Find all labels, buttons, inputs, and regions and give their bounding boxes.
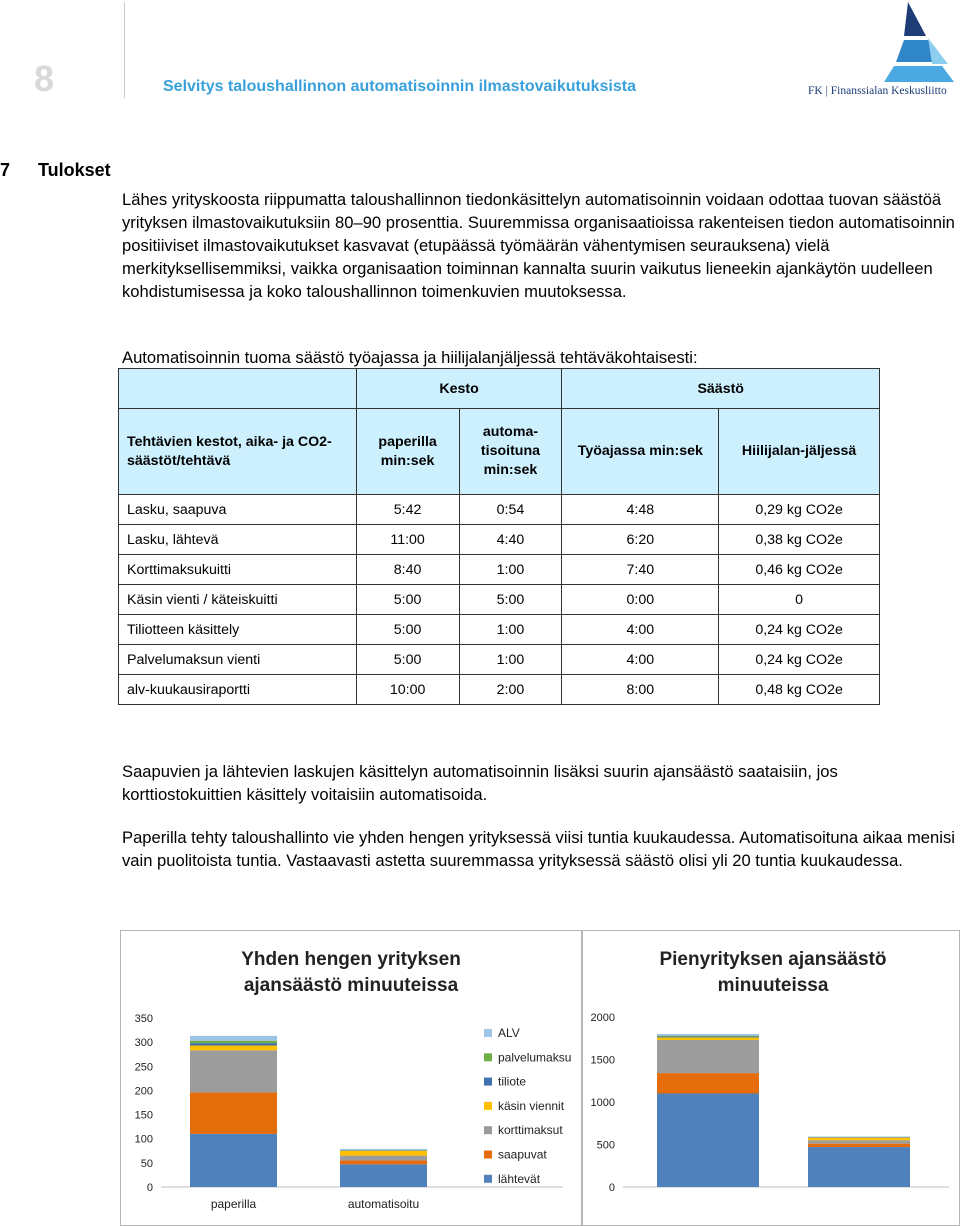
cell-carbon: 0,24 kg CO2e (719, 645, 880, 675)
bar-segment-saapuvat (657, 1073, 759, 1093)
legend-label: saapuvat (498, 1148, 547, 1162)
fk-logo (808, 2, 958, 98)
y-tick-label: 150 (135, 1110, 153, 1122)
chart-title: ajansäästö minuuteissa (244, 975, 459, 996)
bar-segment-ALV (657, 1034, 759, 1036)
table-row (119, 615, 880, 645)
cell-work: 0:00 (562, 585, 719, 615)
cell-paper: 10:00 (356, 675, 459, 705)
cell-work: 7:40 (562, 555, 719, 585)
cell-carbon: 0,48 kg CO2e (719, 675, 880, 705)
bar-segment-käsin-viennit (190, 1046, 277, 1051)
page-number: 8 (34, 58, 54, 100)
legend-swatch (484, 1126, 492, 1134)
cell-work: 4:48 (562, 495, 719, 525)
y-tick-label: 2000 (591, 1012, 615, 1024)
y-tick-label: 250 (135, 1061, 153, 1073)
logo-shape-1 (904, 2, 926, 36)
cell-carbon: 0,38 kg CO2e (719, 525, 880, 555)
cell-auto: 2:00 (459, 675, 562, 705)
y-tick-label: 1500 (591, 1055, 615, 1067)
table-group-header-row (119, 369, 880, 409)
cell-carbon: 0,24 kg CO2e (719, 615, 880, 645)
logo-text: FK | Finanssialan Keskusliitto (808, 85, 958, 97)
bar-segment-saapuvat (808, 1144, 910, 1147)
group-header-kesto: Kesto (356, 369, 562, 409)
column-header-auto-text: automa-tisoituna min:sek (481, 424, 540, 478)
cell-auto: 1:00 (459, 615, 562, 645)
legend-label: käsin viennit (498, 1099, 565, 1113)
table-row (119, 675, 880, 705)
bar-segment-korttimaksut (657, 1040, 759, 1073)
paragraph-invoice-savings: Saapuvien ja lähtevien laskujen käsittelyn automatisoinnin lisäksi suurin ajansäästö saataisiin, jos korttiostokuittien käsittely voitaisiin automatisoida. (122, 760, 958, 806)
chart-title: Yhden hengen yrityksen (241, 949, 461, 970)
cell-auto: 5:00 (459, 585, 562, 615)
y-tick-label: 50 (141, 1158, 153, 1170)
cell-paper: 11:00 (356, 525, 459, 555)
bar-segment-tiliote (190, 1043, 277, 1045)
bar-segment-käsin-viennit (808, 1138, 910, 1141)
column-header-carbon-text: Hiilijalan-jäljessä (742, 443, 856, 459)
y-tick-label: 0 (147, 1182, 153, 1194)
bar-segment-käsin-viennit (340, 1151, 427, 1156)
cell-paper: 5:00 (356, 615, 459, 645)
cell-paper: 5:00 (356, 585, 459, 615)
cell-auto: 4:40 (459, 525, 562, 555)
x-category-label: automatisoitu (348, 1197, 419, 1211)
chart-one-person-company (120, 930, 582, 1226)
bar-segment-ALV (340, 1149, 427, 1150)
bar-segment-palvelumaksu (657, 1036, 759, 1037)
header-divider (124, 2, 125, 98)
cell-work: 6:20 (562, 525, 719, 555)
table-row (119, 645, 880, 675)
cell-work: 4:00 (562, 645, 719, 675)
bar-segment-korttimaksut (808, 1140, 910, 1143)
column-header-paper (356, 409, 459, 495)
bar-segment-ALV (190, 1036, 277, 1041)
bar-segment-saapuvat (340, 1160, 427, 1164)
y-tick-label: 200 (135, 1085, 153, 1097)
chart-small-company (582, 930, 960, 1226)
group-header-saasto: Säästö (562, 369, 880, 409)
y-tick-label: 1000 (591, 1097, 615, 1109)
cell-carbon: 0,29 kg CO2e (719, 495, 880, 525)
chart-title: minuuteissa (718, 975, 829, 996)
cell-carbon: 0,46 kg CO2e (719, 555, 880, 585)
column-header-task-text: Tehtävien kestot, aika- ja CO2-säästöt/tehtävä (127, 434, 332, 469)
table-column-header-row (119, 409, 880, 495)
cell-work: 8:00 (562, 675, 719, 705)
fk-logo-mark (808, 2, 958, 82)
results-table (118, 368, 880, 705)
cell-task: Palvelumaksun vienti (119, 645, 357, 675)
cell-auto: 0:54 (459, 495, 562, 525)
cell-auto: 1:00 (459, 555, 562, 585)
y-tick-label: 100 (135, 1134, 153, 1146)
bar-segment-käsin-viennit (657, 1037, 759, 1040)
bar-segment-korttimaksut (190, 1050, 277, 1092)
column-header-work (562, 409, 719, 495)
bar-segment-lähtevät (657, 1094, 759, 1188)
cell-work: 4:00 (562, 615, 719, 645)
legend-swatch (484, 1102, 492, 1110)
y-tick-label: 500 (597, 1140, 615, 1152)
column-header-auto (459, 409, 562, 495)
cell-task: Lasku, lähtevä (119, 525, 357, 555)
empty-header-cell (119, 369, 357, 409)
y-tick-label: 0 (609, 1182, 615, 1194)
cell-paper: 8:40 (356, 555, 459, 585)
legend-swatch (484, 1151, 492, 1159)
legend-label: tiliote (498, 1075, 526, 1089)
legend-swatch (484, 1175, 492, 1183)
cell-task: Tiliotteen käsittely (119, 615, 357, 645)
cell-paper: 5:42 (356, 495, 459, 525)
cell-paper: 5:00 (356, 645, 459, 675)
bar-segment-lähtevät (340, 1164, 427, 1187)
table-row (119, 555, 880, 585)
section-title: Tulokset (38, 160, 111, 181)
document-title: Selvitys taloushallinnon automatisoinnin ilmastovaikutuksista (163, 78, 636, 96)
x-category-label: paperilla (211, 1197, 257, 1211)
bar-segment-saapuvat (190, 1092, 277, 1134)
y-tick-label: 300 (135, 1037, 153, 1049)
column-header-paper-text: paperilla min:sek (378, 434, 436, 469)
column-header-work-text: Työajassa min:sek (578, 443, 703, 459)
table-row (119, 585, 880, 615)
table-row (119, 495, 880, 525)
cell-task: Lasku, saapuva (119, 495, 357, 525)
legend-swatch (484, 1053, 492, 1061)
bar-segment-lähtevät (808, 1147, 910, 1187)
cell-carbon: 0 (719, 585, 880, 615)
column-header-carbon (719, 409, 880, 495)
table-intro: Automatisoinnin tuoma säästö työajassa ja hiilijalanjäljessä tehtäväkohtaisesti: (122, 346, 958, 369)
chart-one-person-company-svg (121, 931, 581, 1225)
bar-segment-korttimaksut (340, 1156, 427, 1161)
cell-task: Korttimaksukuitti (119, 555, 357, 585)
cell-task: alv-kuukausiraportti (119, 675, 357, 705)
bar-segment-palvelumaksu (190, 1041, 277, 1043)
paragraph-time-savings: Paperilla tehty taloushallinto vie yhden hengen yrityksessä viisi tuntia kuukaudessa. Automatisoituna aikaa menisi vain puolitoista tuntia. Vastaavasti astetta suuremmassa yrityksessä säästö olisi yli 20 tuntia kuukaudessa. (122, 826, 958, 872)
column-header-task (119, 409, 357, 495)
legend-label: lähtevät (498, 1172, 541, 1186)
legend-swatch (484, 1029, 492, 1037)
chart-title: Pienyrityksen ajansäästö (659, 949, 886, 970)
legend-swatch (484, 1078, 492, 1086)
legend-label: palvelumaksu (498, 1050, 571, 1064)
legend-label: ALV (498, 1026, 520, 1040)
cell-task: Käsin vienti / käteiskuitti (119, 585, 357, 615)
section-number: 7 (0, 160, 10, 181)
bar-segment-tiliote (657, 1037, 759, 1038)
cell-auto: 1:00 (459, 645, 562, 675)
bar-segment-lähtevät (190, 1134, 277, 1187)
intro-paragraph: Lähes yrityskoosta riippumatta taloushallinnon tiedonkäsittelyn automatisoinnin voidaan odottaa tuovan säästöä yrityksen ilmastovaikutuksiin 80–90 prosenttia. Suuremmissa organisaatioissa rakenteisen tiedon automatisoinnin positiiviset ilmastovaikutukset kasvavat (etupäässä työmäärän vähentymisen seurauksena) vielä merkityksellisemmiksi, vaikka organisaation toiminnan kannalta suurin vaikutus lieneekin ajankäytön uudelleen kohdistumisessa ja koko taloushallinnon toimenkuvien muutoksessa. (122, 188, 958, 303)
logo-shape-3 (884, 66, 954, 82)
y-tick-label: 350 (135, 1013, 153, 1025)
legend-label: korttimaksut (498, 1123, 563, 1137)
chart-small-company-svg (583, 931, 959, 1225)
table-row (119, 525, 880, 555)
